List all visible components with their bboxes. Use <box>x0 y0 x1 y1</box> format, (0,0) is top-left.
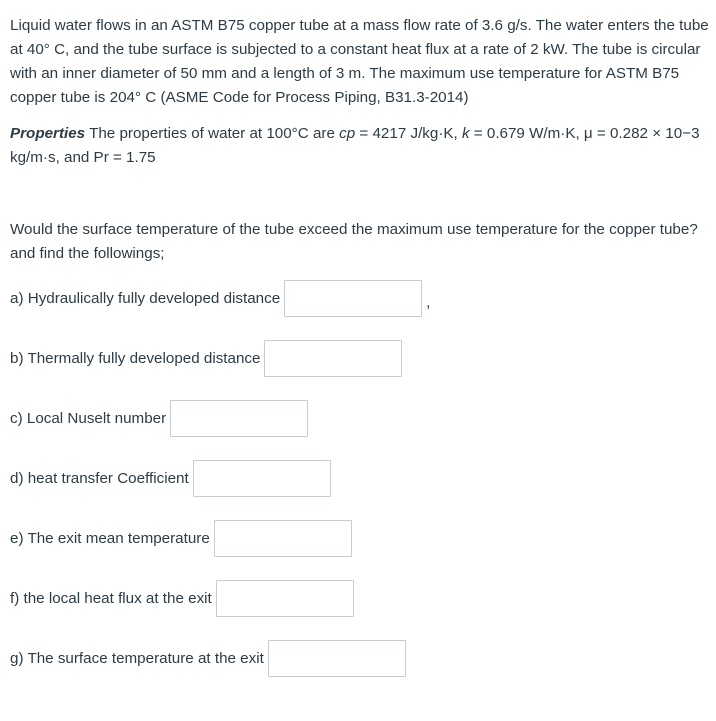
answer-row-e <box>10 519 352 557</box>
answer-row-f <box>10 579 354 617</box>
question-text: Would the surface temperature of the tube exceed the maximum use temperature for the copper tube? and find the followings; <box>10 221 698 262</box>
properties-part2: = 4217 J/kg·K, <box>355 125 462 142</box>
properties-text <box>10 122 710 170</box>
answer-label-f: f) the local heat flux at the exit <box>10 589 212 607</box>
answer-row-b <box>10 339 402 377</box>
answer-label-g: g) The surface temperature at the exit <box>10 649 264 667</box>
answer-label-e: e) The exit mean temperature <box>10 529 210 547</box>
properties-part1: The properties of water at 100°C are <box>85 125 340 142</box>
answer-row-g <box>10 639 406 677</box>
answer-row-d <box>10 459 331 497</box>
properties-part3: = 0.679 W/m·K, μ = 0.282 × 10−3 kg/m·s, and Pr = 1.75 <box>10 125 700 166</box>
answer-input-a[interactable] <box>284 280 422 317</box>
problem-intro: Liquid water flows in an ASTM B75 copper tube at a mass flow rate of 3.6 g/s. The water enters the tube at 40° C, and the tube surface is subjected to a constant heat flux at a rate of 2 kW. The tube is circular with an inner diameter of 50 mm and a length of 3 m. The maximum use temperature for ASTM B75 copper tube is 204° C (ASME Code for Process Piping, B31.3-2014) <box>10 17 709 106</box>
answer-row-c <box>10 399 308 437</box>
answer-label-d: d) heat transfer Coefficient <box>10 469 189 487</box>
cp-symbol: cp <box>339 125 356 142</box>
properties-label: Properties <box>10 125 86 142</box>
answer-label-c: c) Local Nuselt number <box>10 409 167 427</box>
answer-input-f[interactable] <box>216 580 354 617</box>
answer-input-g[interactable] <box>268 640 406 677</box>
answer-trail-a: , <box>426 294 431 311</box>
answer-input-c[interactable] <box>170 400 308 437</box>
answer-input-b[interactable] <box>264 340 402 377</box>
answer-input-d[interactable] <box>193 460 331 497</box>
answer-row-a <box>10 279 430 317</box>
answer-label-a: a) Hydraulically fully developed distance <box>10 289 281 307</box>
answer-input-e[interactable] <box>214 520 352 557</box>
k-symbol: k <box>461 125 470 142</box>
answer-label-b: b) Thermally fully developed distance <box>10 349 261 367</box>
